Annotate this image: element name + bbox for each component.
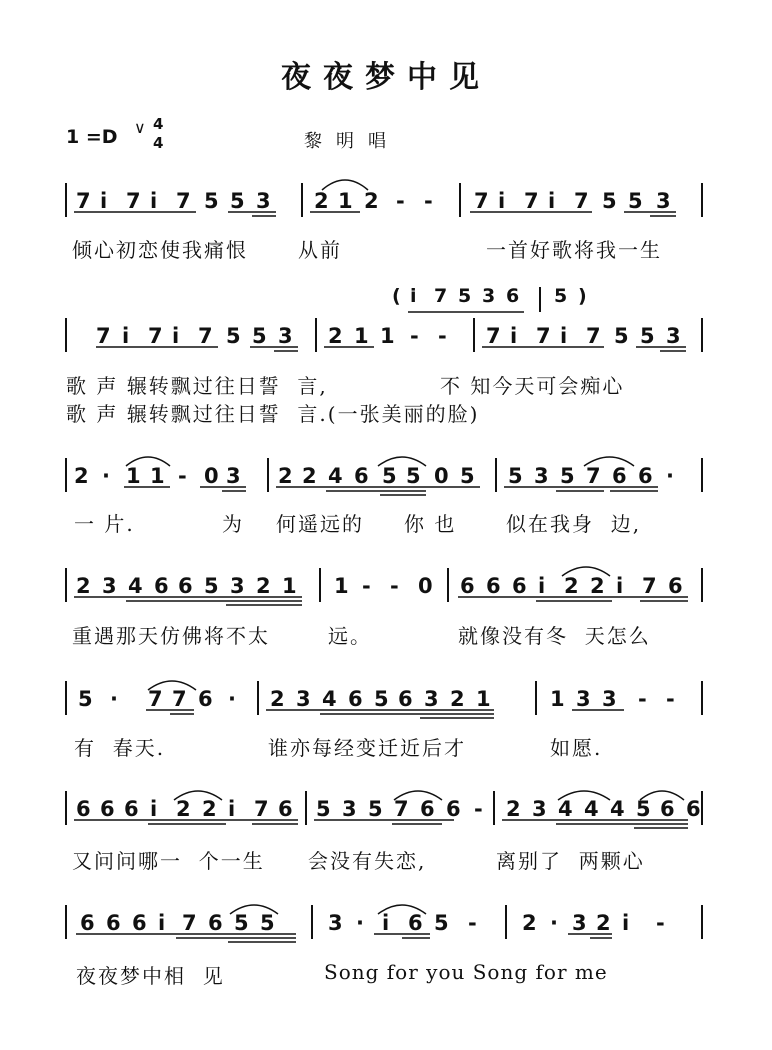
note: 1: [476, 687, 491, 711]
note: 5: [636, 797, 651, 821]
note: 1: [354, 324, 369, 348]
note: 6: [638, 464, 653, 488]
lyric-segment: 一 片.: [74, 512, 135, 536]
note: i: [150, 189, 158, 213]
time-signature-bottom: 4: [153, 134, 164, 152]
note: 6: [398, 687, 413, 711]
note: 3: [230, 574, 245, 598]
note: ·: [102, 464, 110, 488]
notation-line-5: [66, 681, 702, 718]
note: 6: [198, 687, 213, 711]
note: i: [100, 189, 108, 213]
note: 2: [506, 797, 521, 821]
note: 2: [564, 574, 579, 598]
note: 6: [612, 464, 627, 488]
note: i: [228, 797, 236, 821]
note: i: [122, 324, 130, 348]
note: 2: [202, 797, 217, 821]
note: 3: [532, 797, 547, 821]
note: -: [666, 687, 675, 711]
note: 5: [260, 911, 275, 935]
lyric-segment: 离别了 两颗心: [496, 849, 645, 873]
note: i: [538, 574, 546, 598]
note: 5: [508, 464, 523, 488]
note: 3: [256, 189, 271, 213]
note: 5: [560, 464, 575, 488]
note: i: [158, 911, 166, 935]
note: 6: [208, 911, 223, 935]
note: 7: [586, 464, 601, 488]
note: 3: [572, 911, 587, 935]
note: 6: [668, 574, 683, 598]
note: 2: [76, 574, 91, 598]
notation-line-2: [66, 287, 702, 352]
note: i: [548, 189, 556, 213]
alt-part-note: 5: [554, 285, 568, 307]
notation-line-7: [66, 905, 702, 942]
note: 3: [226, 464, 241, 488]
note: 2: [302, 464, 317, 488]
note: 1: [380, 324, 395, 348]
lyric-segment: 歌 声 辗转飘过往日誓 言,: [66, 374, 328, 398]
note: 2: [450, 687, 465, 711]
note: 7: [254, 797, 269, 821]
note: 2: [176, 797, 191, 821]
lyric-segment: 重遇那天仿佛将不太: [72, 624, 270, 648]
note: 5: [382, 464, 397, 488]
note: 6: [686, 797, 701, 821]
note: 7: [176, 189, 191, 213]
note: 6: [446, 797, 461, 821]
alt-part-open-paren: (: [392, 285, 401, 307]
note: 5: [628, 189, 643, 213]
note: 3: [656, 189, 671, 213]
note: 1: [338, 189, 353, 213]
note: 7: [574, 189, 589, 213]
note: 5: [640, 324, 655, 348]
note: i: [382, 911, 390, 935]
note: 6: [106, 911, 121, 935]
note: -: [438, 324, 447, 348]
note: 1: [150, 464, 165, 488]
note: 4: [584, 797, 599, 821]
note: 6: [278, 797, 293, 821]
lyric-segment-english: Song for you Song for me: [324, 960, 608, 984]
lyric-segment: 你 也: [404, 512, 457, 536]
note: 7: [586, 324, 601, 348]
note: 2: [590, 574, 605, 598]
note: ·: [356, 911, 364, 935]
note: -: [424, 189, 433, 213]
lyric-segment: 夜夜梦中相 见: [76, 964, 225, 988]
lyric-segment: 又问问哪一 个一生: [72, 849, 265, 873]
lyric-segment: 倾心初恋使我痛恨: [72, 238, 248, 262]
alt-part-note: 5: [458, 285, 472, 307]
note: -: [638, 687, 647, 711]
note: i: [622, 911, 630, 935]
lyric-segment: 似在我身 边,: [506, 512, 642, 536]
note: 2: [364, 189, 379, 213]
singer-credit: 黎明唱: [304, 131, 400, 152]
note: 2: [522, 911, 537, 935]
note: 6: [178, 574, 193, 598]
lyric-segment: 不 知今天可会痴心: [440, 374, 625, 398]
note: 0: [204, 464, 219, 488]
note: 5: [368, 797, 383, 821]
alt-part-note: i: [410, 285, 417, 307]
note: 6: [354, 464, 369, 488]
note: -: [474, 797, 483, 821]
breath-mark: ∨: [134, 118, 146, 137]
note: 1: [550, 687, 565, 711]
song-title: 夜夜梦中见: [281, 60, 491, 95]
note: 6: [124, 797, 139, 821]
note: 6: [100, 797, 115, 821]
note: 1: [334, 574, 349, 598]
note: 7: [536, 324, 551, 348]
note: 4: [610, 797, 625, 821]
note: 7: [198, 324, 213, 348]
note: 3: [102, 574, 117, 598]
note: 3: [534, 464, 549, 488]
notation-line-6: [66, 791, 702, 828]
note: 2: [596, 911, 611, 935]
notation-line-3: [66, 457, 702, 495]
note: ·: [666, 464, 674, 488]
note: 6: [486, 574, 501, 598]
note: 1: [126, 464, 141, 488]
note: i: [150, 797, 158, 821]
note: 2: [74, 464, 89, 488]
notation-line-1: [66, 180, 702, 217]
note: 5: [204, 574, 219, 598]
note: 4: [328, 464, 343, 488]
note: 6: [154, 574, 169, 598]
note: i: [616, 574, 624, 598]
note: 2: [314, 189, 329, 213]
lyric-segment: 会没有失恋,: [308, 849, 427, 873]
note: i: [560, 324, 568, 348]
note: 5: [234, 911, 249, 935]
note: 5: [226, 324, 241, 348]
note: 5: [204, 189, 219, 213]
note: 3: [424, 687, 439, 711]
note: 7: [76, 189, 91, 213]
lyric-segment: 远。: [328, 624, 372, 648]
note: 3: [666, 324, 681, 348]
note: 3: [278, 324, 293, 348]
note: 6: [420, 797, 435, 821]
note: 3: [342, 797, 357, 821]
lyric-segment: 如愿.: [550, 736, 603, 760]
note: 3: [602, 687, 617, 711]
note: 6: [76, 797, 91, 821]
note: 3: [328, 911, 343, 935]
note: 0: [434, 464, 449, 488]
alt-part-close-paren: ): [578, 285, 587, 307]
note: 7: [96, 324, 111, 348]
note: 4: [558, 797, 573, 821]
note: 2: [270, 687, 285, 711]
note: 5: [316, 797, 331, 821]
lyric-segment: 谁亦每经变迁近后才: [268, 736, 466, 760]
note: ·: [228, 687, 236, 711]
note: i: [498, 189, 506, 213]
note: 2: [328, 324, 343, 348]
note: 7: [126, 189, 141, 213]
note: 4: [128, 574, 143, 598]
note: -: [656, 911, 665, 935]
note: 2: [278, 464, 293, 488]
note: 5: [230, 189, 245, 213]
note: 3: [576, 687, 591, 711]
note: 2: [256, 574, 271, 598]
note: 6: [132, 911, 147, 935]
note: 7: [642, 574, 657, 598]
lyric-segment-second-verse: 歌 声 辗转飘过往日誓 言.(一张美丽的脸): [66, 402, 480, 426]
note: 3: [296, 687, 311, 711]
note: 7: [524, 189, 539, 213]
lyric-segment: 从前: [298, 238, 342, 262]
note: 0: [418, 574, 433, 598]
notation-line-4: [66, 567, 702, 605]
note: 6: [512, 574, 527, 598]
note: -: [468, 911, 477, 935]
note: 5: [460, 464, 475, 488]
note: 5: [252, 324, 267, 348]
note: -: [390, 574, 399, 598]
lyric-segment: 有 春天.: [74, 736, 166, 760]
note: i: [172, 324, 180, 348]
note: 7: [148, 324, 163, 348]
note: -: [410, 324, 419, 348]
note: 7: [394, 797, 409, 821]
note: ·: [550, 911, 558, 935]
note: 5: [614, 324, 629, 348]
note: 7: [474, 189, 489, 213]
note: 5: [434, 911, 449, 935]
note: 7: [172, 687, 187, 711]
note: 5: [78, 687, 93, 711]
note: 1: [282, 574, 297, 598]
lyric-segment: 一首好歌将我一生: [486, 238, 662, 262]
note: 7: [486, 324, 501, 348]
note: -: [396, 189, 405, 213]
alt-part-note: 7: [434, 285, 448, 307]
note: -: [362, 574, 371, 598]
lyric-segment: 为: [222, 512, 244, 536]
note: -: [178, 464, 187, 488]
note: 6: [660, 797, 675, 821]
note: 4: [322, 687, 337, 711]
lyric-segment: 就像没有冬 天怎么: [458, 624, 651, 648]
alt-part-note: 3: [482, 285, 496, 307]
note: 5: [406, 464, 421, 488]
note: 7: [182, 911, 197, 935]
lyric-segment: 何遥远的: [276, 512, 364, 536]
note: 5: [602, 189, 617, 213]
alt-part-note: 6: [506, 285, 520, 307]
key-signature: 1 =D: [66, 126, 118, 148]
note: 6: [80, 911, 95, 935]
note: ·: [110, 687, 118, 711]
time-signature-top: 4: [153, 115, 164, 133]
note: 6: [408, 911, 423, 935]
note: 7: [148, 687, 163, 711]
note: i: [510, 324, 518, 348]
note: 5: [374, 687, 389, 711]
note: 6: [460, 574, 475, 598]
note: 6: [348, 687, 363, 711]
